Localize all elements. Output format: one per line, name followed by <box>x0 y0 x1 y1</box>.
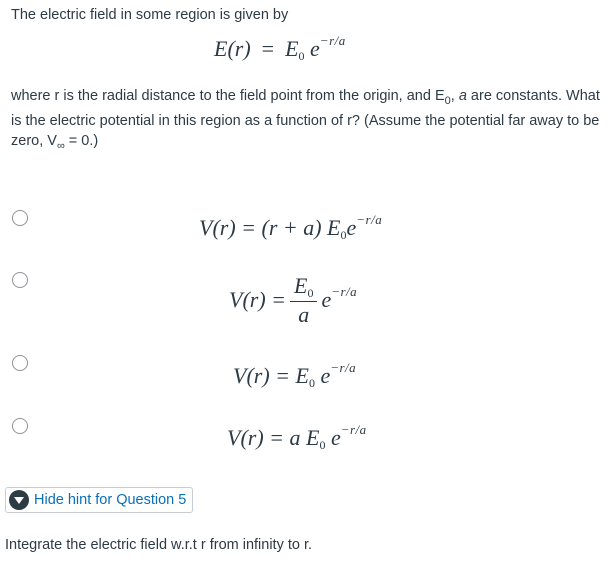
fraction: $\frac{E0}{a}$ <box>290 274 317 328</box>
option-radio-4[interactable] <box>12 418 28 434</box>
hint-text: Integrate the electric field w.r.t r from infinity to r. <box>5 537 313 553</box>
question-body: where r is the radial distance to the field point from the origin, and $E_0$, a are constants. What is the electric potential in this region as a function of r? (Assume the potential far away to be zero, $V_\infty = 0$.) <box>11 88 600 152</box>
caret-down-circle-icon <box>9 490 29 510</box>
option-equation-2: V(r) = $\frac{E0}{a}$ $e^{-r/a}$ <box>229 273 358 327</box>
option-radio-1[interactable] <box>12 210 28 226</box>
option-equation-4: V(r) = a E0 $e^{-r/a}$ <box>227 422 367 452</box>
option-radio-3[interactable] <box>12 355 28 371</box>
hint-toggle-label: Hide hint for Question 5 <box>34 492 187 508</box>
question-intro: The electric field in some region is given by <box>11 7 289 23</box>
field-equation: E(r) = E0 $e^{-r/a}$ <box>214 33 346 63</box>
hint-toggle-button[interactable] <box>5 487 193 513</box>
option-radio-2[interactable] <box>12 272 28 288</box>
option-equation-1: V(r) = (r + a) $E0e^{-r/a}$ <box>199 212 383 242</box>
option-equation-3: V(r) = E0 $e^{-r/a}$ <box>233 360 357 390</box>
